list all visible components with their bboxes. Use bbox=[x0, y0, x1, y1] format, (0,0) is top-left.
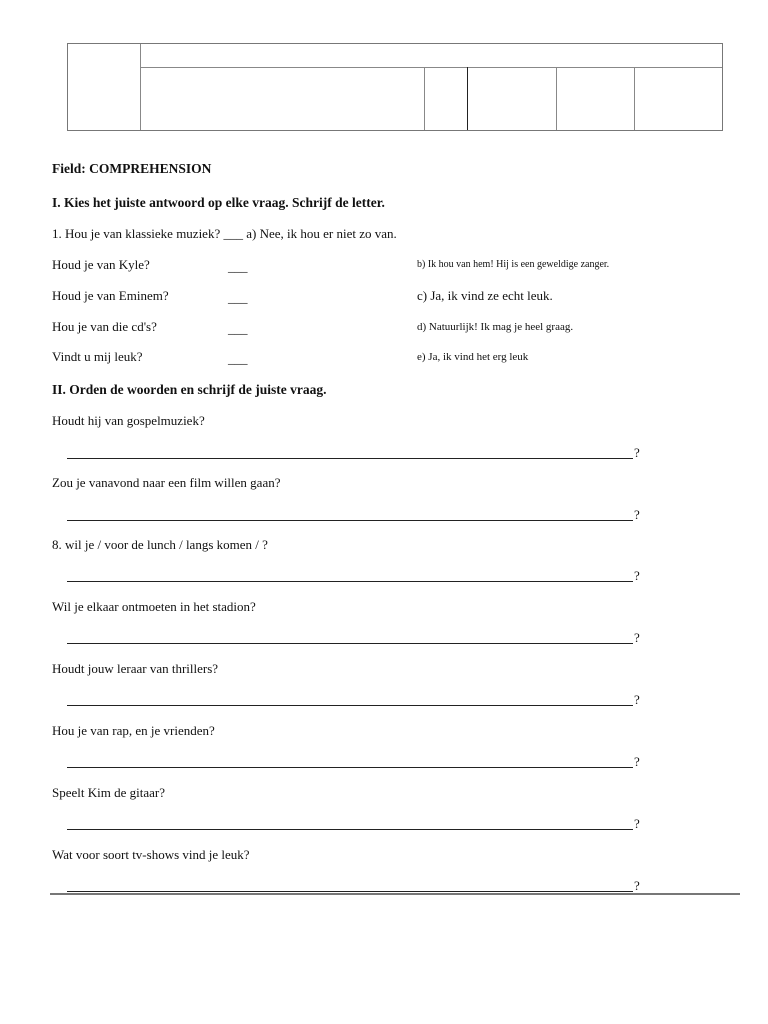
reorder-prompt: Wil je elkaar ontmoeten in het stadion? bbox=[52, 599, 256, 614]
question-mark: ? bbox=[634, 692, 640, 707]
header-divider bbox=[467, 67, 468, 130]
section1-heading: I. Kies het juiste antwoord op elke vraag. Schrijf de letter. bbox=[52, 195, 385, 210]
question-mark: ? bbox=[634, 568, 640, 583]
reorder-prompt: 8. wil je / voor de lunch / langs komen / ? bbox=[52, 537, 268, 552]
header-divider bbox=[556, 67, 557, 130]
question-mark: ? bbox=[634, 507, 640, 522]
header-divider bbox=[140, 44, 141, 130]
match-question: Vindt u mij leuk? bbox=[52, 349, 143, 364]
bottom-rule bbox=[50, 893, 740, 895]
match-answer: b) Ik hou van hem! Hij is een geweldige zanger. bbox=[417, 259, 610, 270]
answer-blank[interactable]: ___ bbox=[228, 321, 248, 336]
question-mark: ? bbox=[634, 445, 640, 460]
reorder-prompt: Houdt jouw leraar van thrillers? bbox=[52, 661, 219, 676]
answer-line[interactable] bbox=[67, 891, 633, 892]
match-answer: e) Ja, ik vind het erg leuk bbox=[417, 351, 529, 363]
header-divider bbox=[634, 67, 635, 130]
section2-heading: II. Orden de woorden en schrijf de juiste vraag. bbox=[52, 382, 327, 397]
answer-line[interactable] bbox=[67, 643, 633, 644]
reorder-prompt: Zou je vanavond naar een film willen gaan? bbox=[52, 475, 281, 490]
header-table bbox=[67, 43, 723, 131]
answer-line[interactable] bbox=[67, 520, 633, 521]
field-label: Field: COMPREHENSION bbox=[52, 161, 212, 176]
answer-line[interactable] bbox=[67, 829, 633, 830]
answer-blank[interactable]: ___ bbox=[228, 259, 248, 274]
question-mark: ? bbox=[634, 816, 640, 831]
question-mark: ? bbox=[634, 754, 640, 769]
reorder-prompt: Speelt Kim de gitaar? bbox=[52, 785, 165, 800]
reorder-prompt: Houdt hij van gospelmuziek? bbox=[52, 413, 205, 428]
answer-line[interactable] bbox=[67, 705, 633, 706]
answer-line[interactable] bbox=[67, 767, 633, 768]
match-question: Houd je van Eminem? bbox=[52, 288, 169, 303]
match-question: Houd je van Kyle? bbox=[52, 257, 150, 272]
reorder-prompt: Hou je van rap, en je vrienden? bbox=[52, 723, 215, 738]
reorder-prompt: Wat voor soort tv-shows vind je leuk? bbox=[52, 847, 250, 862]
question-mark: ? bbox=[634, 878, 640, 893]
match-answer: c) Ja, ik vind ze echt leuk. bbox=[417, 288, 553, 303]
question-1-line: 1. Hou je van klassieke muziek? ___ a) Nee, ik hou er niet zo van. bbox=[52, 226, 397, 241]
header-divider bbox=[424, 67, 425, 130]
answer-blank[interactable]: ___ bbox=[228, 290, 248, 305]
match-question: Hou je van die cd's? bbox=[52, 319, 157, 334]
answer-blank[interactable]: ___ bbox=[228, 351, 248, 366]
answer-line[interactable] bbox=[67, 458, 633, 459]
answer-line[interactable] bbox=[67, 581, 633, 582]
match-answer: d) Natuurlijk! Ik mag je heel graag. bbox=[417, 321, 574, 333]
question-mark: ? bbox=[634, 630, 640, 645]
